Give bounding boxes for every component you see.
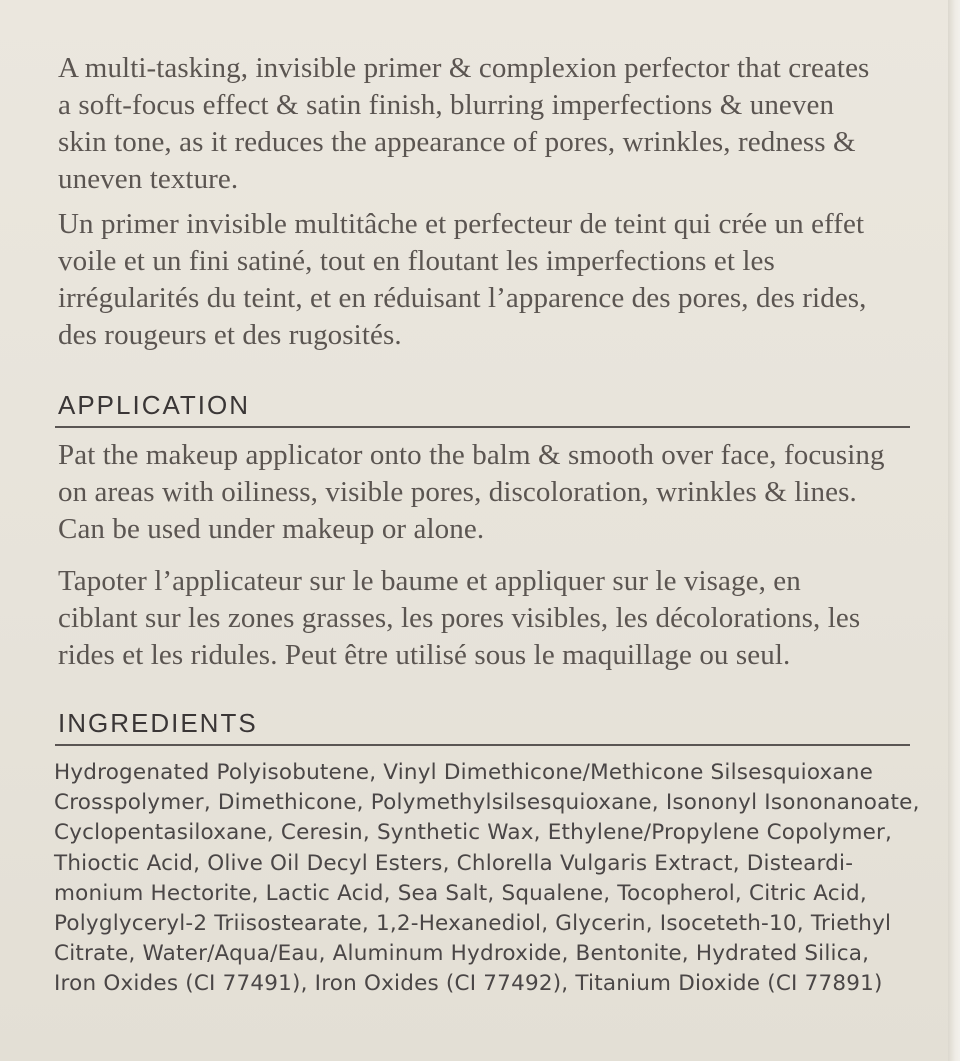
application-french: [58, 563, 918, 674]
ingredients-line: Crosspolymer, Dimethicone, Polymethylsilsesquioxane, Isononyl Isononanoate,: [54, 790, 920, 816]
description-french: [58, 206, 918, 354]
ingredients-heading: INGREDIENTS: [58, 708, 258, 738]
ingredients-line: Polyglyceryl-2 Triisostearate, 1,2-Hexanediol, Glycerin, Isoceteth-10, Triethyl: [54, 911, 892, 937]
ingredients-line: Hydrogenated Polyisobutene, Vinyl Dimethicone/Methicone Silsesquioxane: [54, 760, 874, 785]
description-english-line: a soft-focus effect & satin finish, blurring imperfections & uneven: [58, 89, 835, 121]
ingredients-line: monium Hectorite, Lactic Acid, Sea Salt, Squalene, Tocopherol, Citric Acid,: [54, 880, 867, 906]
application-divider: [55, 426, 910, 428]
application-english-line: Pat the makeup applicator onto the balm & smooth over face, focusing: [58, 439, 885, 471]
application-french-line: rides et les ridules. Peut être utilisé sous le maquillage ou seul.: [58, 639, 791, 671]
description-english-line: A multi-tasking, invisible primer & complexion perfector that creates: [58, 52, 870, 84]
description-french-line: voile et un fini satiné, tout en floutant les imperfections et les: [58, 245, 775, 277]
package-edge: [948, 0, 960, 1061]
description-english-line: uneven texture.: [58, 163, 239, 195]
ingredients-line: Cyclopentasiloxane, Ceresin, Synthetic Wax, Ethylene/Propylene Copolymer,: [54, 820, 893, 846]
ingredients-list: [54, 758, 924, 1000]
application-heading: APPLICATION: [58, 390, 251, 420]
ingredients-line: Citrate, Water/Aqua/Eau, Aluminum Hydroxide, Bentonite, Hydrated Silica,: [54, 941, 870, 967]
application-english-line: Can be used under makeup or alone.: [58, 513, 485, 545]
ingredients-divider: [55, 744, 910, 746]
application-french-line: ciblant sur les zones grasses, les pores visibles, les décolorations, les: [58, 602, 861, 634]
description-french-line: Un primer invisible multitâche et perfecteur de teint qui crée un effet: [58, 208, 865, 240]
ingredients-line: Iron Oxides (CI 77491), Iron Oxides (CI 77492), Titanium Dioxide (CI 77891): [54, 971, 883, 997]
ingredients-line: Thioctic Acid, Olive Oil Decyl Esters, Chlorella Vulgaris Extract, Disteardi-: [54, 850, 854, 876]
description-french-line: des rougeurs et des rugosités.: [58, 319, 402, 351]
application-english-line: on areas with oiliness, visible pores, discoloration, wrinkles & lines.: [58, 476, 857, 508]
description-english: [58, 50, 918, 198]
description-french-line: irrégularités du teint, et en réduisant l’apparence des pores, des rides,: [58, 282, 867, 314]
description-english-line: skin tone, as it reduces the appearance of pores, wrinkles, redness &: [58, 126, 856, 158]
application-english: [58, 437, 918, 548]
application-french-line: Tapoter l’applicateur sur le baume et appliquer sur le visage, en: [58, 565, 801, 597]
